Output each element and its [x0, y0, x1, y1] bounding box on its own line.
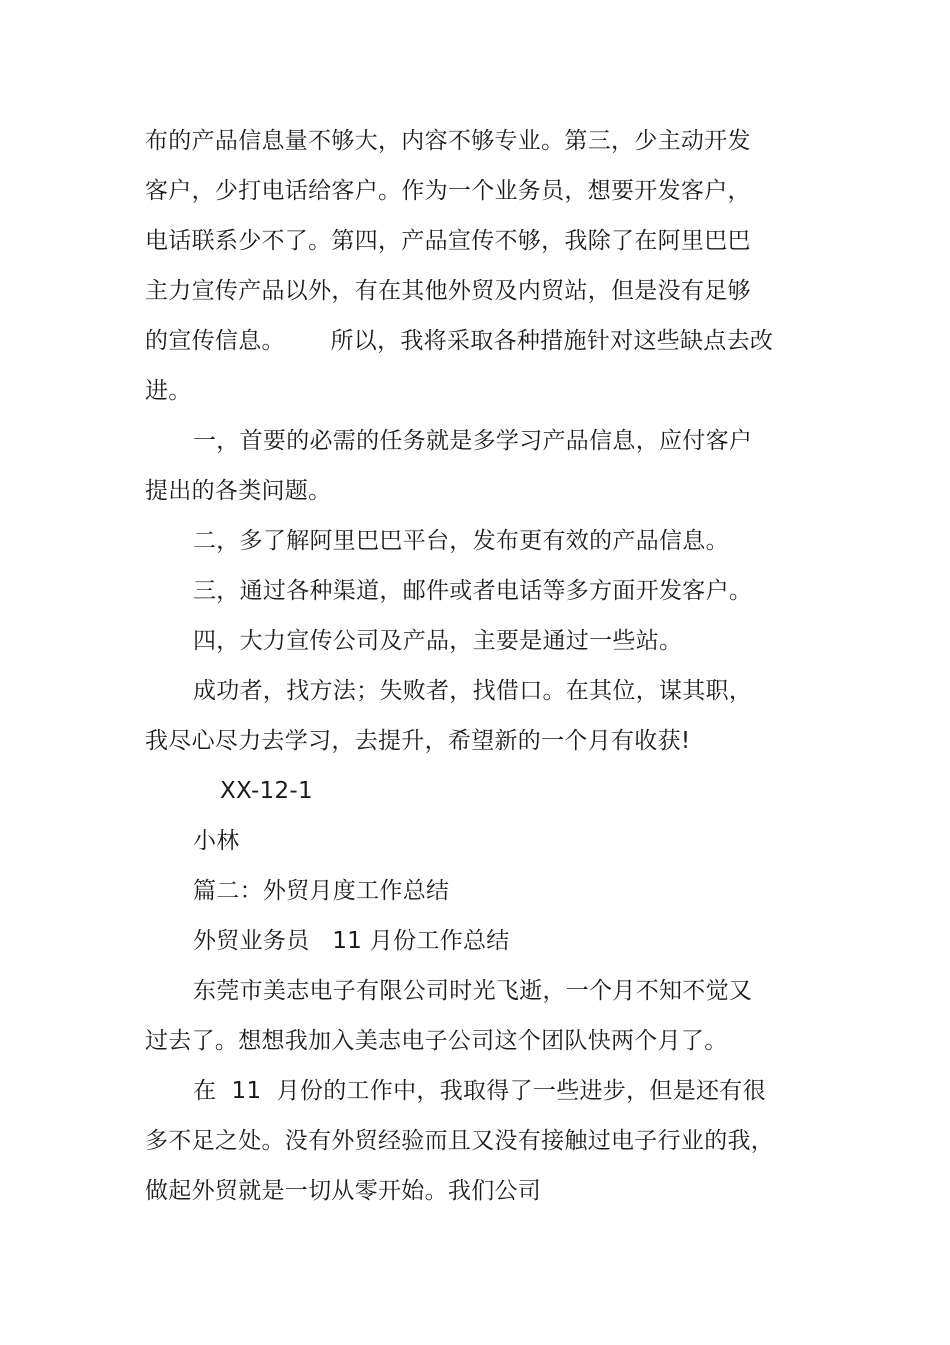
section-heading: 篇二：外贸月度工作总结 [193, 878, 450, 904]
paragraph-line: 布的产品信息量不够大，内容不够专业。第三，少主动开发 [145, 128, 751, 154]
paragraph-line: 东莞市美志电子有限公司时光飞逝，一个月不知不觉又 [193, 978, 753, 1004]
list-item-four: 四，大力宣传公司及产品，主要是通过一些站。 [193, 628, 683, 654]
paragraph-line: 在 11 月份的工作中，我取得了一些进步，但是还有很 [193, 1078, 766, 1104]
paragraph-line: 的宣传信息。 所以，我将采取各种措施针对这些缺点去改 [145, 328, 774, 354]
author-name: 小林 [193, 828, 240, 854]
paragraph-line: 过去了。想想我加入美志电子公司这个团队快两个月了。 [145, 1028, 728, 1054]
paragraph-line: 电话联系少不了。第四，产品宣传不够，我除了在阿里巴巴 [145, 228, 751, 254]
paragraph-line: 做起外贸就是一切从零开始。我们公司 [145, 1178, 542, 1204]
list-item-three: 三，通过各种渠道，邮件或者电话等多方面开发客户。 [193, 578, 753, 604]
paragraph-line: 进。 [145, 378, 192, 404]
closing-line: 我尽心尽力去学习，去提升，希望新的一个月有收获! [145, 728, 691, 754]
paragraph-line: 客户，少打电话给客户。作为一个业务员，想要开发客户， [145, 178, 751, 204]
paragraph-line: 提出的各类问题。 [145, 478, 332, 504]
closing-line: 成功者，找方法；失败者，找借口。在其位，谋其职， [193, 678, 753, 704]
list-item-two: 二，多了解阿里巴巴平台，发布更有效的产品信息。 [193, 528, 729, 554]
date-line: XX-12-1 [220, 778, 313, 804]
paragraph-line: 多不足之处。没有外贸经验而且又没有接触过电子行业的我， [145, 1128, 775, 1154]
section-subtitle: 外贸业务员 11 月份工作总结 [193, 928, 510, 954]
list-item-one: 一，首要的必需的任务就是多学习产品信息，应付客户 [193, 428, 753, 454]
paragraph-line: 主力宣传产品以外，有在其他外贸及内贸站，但是没有足够 [145, 278, 751, 304]
